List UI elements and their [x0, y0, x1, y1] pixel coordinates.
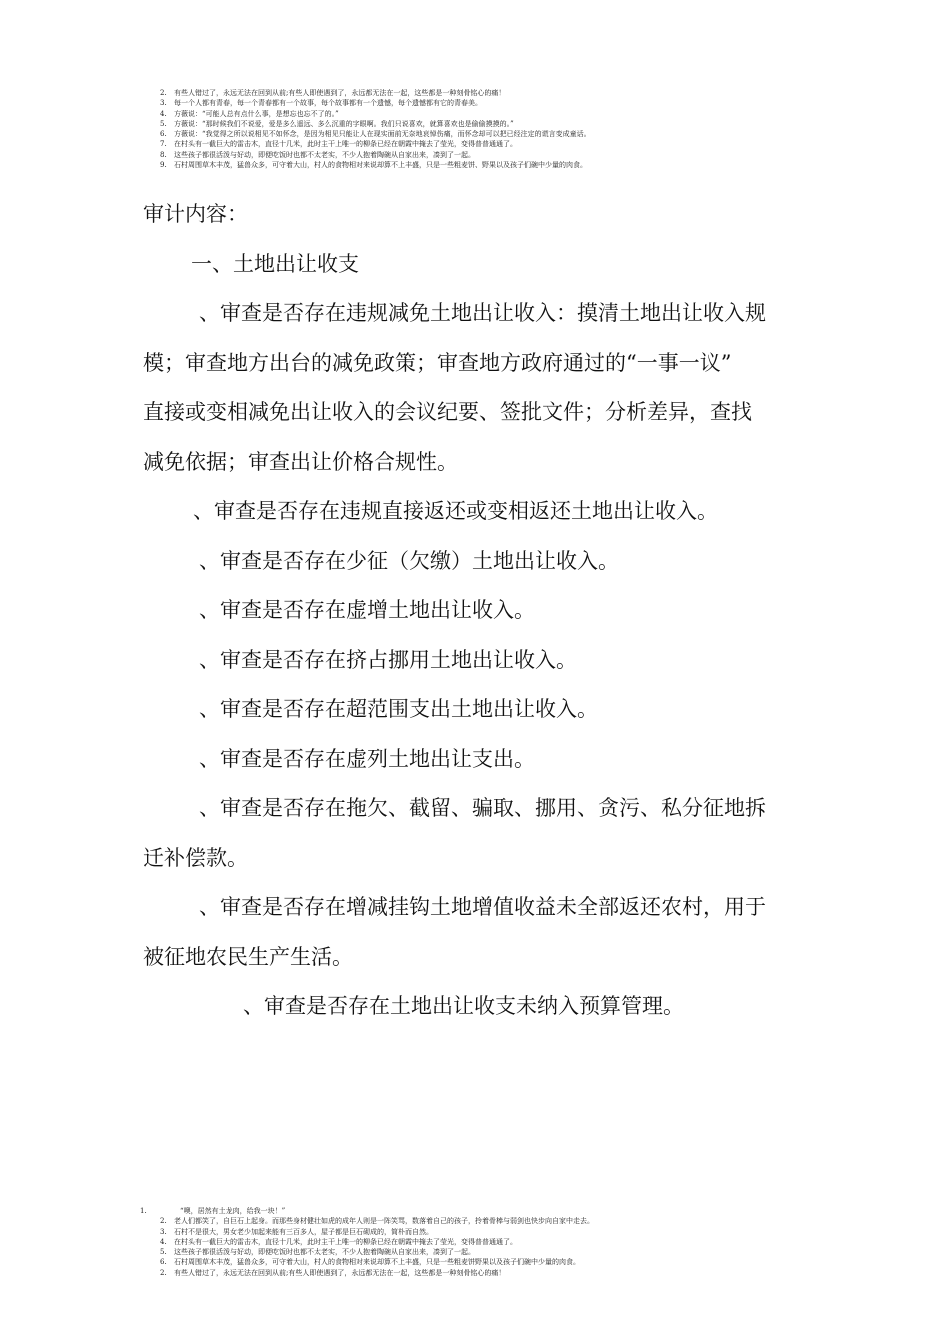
note-number: 6. [160, 1258, 167, 1267]
note-number: 2. [160, 1268, 167, 1277]
note-text: 老人们都笑了，自巨石上起身。而那些身材健壮如虎的成年人则是一阵笑骂，数落着自己的孩子，拎着骨棒与弱剑也快步向自家中走去。 [174, 1217, 594, 1226]
page-title: 审计内容： [143, 202, 248, 226]
list-item [150, 109, 870, 119]
paragraph-first-line: 、审查是否存在拖欠、截留、骗取、挪用、贪污、私分征地拆 [199, 796, 766, 820]
paragraph-line: 迁补偿款。 [143, 845, 248, 870]
note-text: 石村周围草木丰茂，猛兽众多，可守着大山，村人的食物相对来说却算不上丰盛，只是一些粗麦饼、野果以及孩子们碗中少量的肉食。 [174, 161, 587, 170]
paragraph-line: 模；审查地方出台的减免政策；审查地方政府通过的“一事一议” [143, 350, 732, 375]
paragraph-first-line: 、审查是否存在增减挂钩土地增值收益未全部返还农村，用于 [199, 895, 766, 919]
list-item [140, 1227, 860, 1237]
paragraph-line: 被征地农民生产生活。 [143, 944, 353, 969]
audit-content-body [143, 190, 813, 1032]
list-item [150, 88, 870, 98]
paragraph-first-line: 、审查是否存在超范围支出土地出让收入。 [199, 697, 598, 721]
paragraph-first-line: 、审查是否存在少征（欠缴）土地出让收入。 [199, 548, 619, 573]
list-item [140, 1216, 860, 1226]
note-number: 8. [160, 150, 167, 159]
paragraph-first-line: 、审查是否存在虚列土地出让支出。 [199, 746, 535, 771]
list-item [150, 98, 870, 108]
note-text: 方薇说：“那时候我们不说爱，爱是多么遥远、多么沉重的字眼啊。我们只说喜欢，就算喜欢也是偷偷摸摸的。” [174, 119, 514, 128]
paragraph-first-line: 、审查是否存在虚增土地出让收入。 [199, 598, 535, 622]
note-number: 2. [160, 1217, 167, 1226]
paragraph-first-line: 、审查是否存在违规直接返还或变相返还土地出让收入。 [193, 499, 718, 523]
note-text: “噢，居然有土龙肉，给我一块！” [180, 1207, 286, 1215]
paragraph-line: 减免依据；审查出让价格合规性。 [143, 449, 458, 474]
note-number: 1. [140, 1207, 147, 1215]
note-text: 石村周围草木丰茂，猛兽众多，可守着大山，村人的食物相对来说却算不上丰盛，只是一些粗麦饼野果以及孩子们碗中少量的肉食。 [174, 1258, 580, 1267]
note-number: 5. [160, 1248, 167, 1257]
list-item [150, 150, 870, 160]
note-text: 这些孩子都很活泼与好动，即便吃饭时也都不太老实，不少人抱着陶碗从自家出来，凑到了一起。 [174, 150, 475, 159]
note-text: 有些人错过了，永远无法在回到从前;有些人即使遇到了，永远都无法在一起，这些都是一种刻骨铭心的痛！ [174, 89, 506, 97]
list-item [150, 119, 870, 129]
paragraph-first-line: 、审查是否存在挤占挪用土地出让收入。 [199, 647, 577, 672]
section-title: 一、土地出让收支 [191, 251, 359, 276]
paragraph-first-line: 、审查是否存在土地出让收支未纳入预算管理。 [243, 994, 684, 1018]
note-text: 有些人错过了，永远无法在回到从前;有些人即使遇到了，永远都无法在一起，这些都是一种刻骨铭心的痛！ [174, 1268, 506, 1277]
note-text: 方薇说：“我觉得之所以说相见不如怀念，是因为相见只能让人在现实面前无奈地哀悼伤痛，而怀念却可以把已经注定的谎言变成童话。 [174, 130, 591, 139]
note-text: 这些孩子都很活泼与好动，即便吃饭时也都不太老实，不少人抱着陶碗从自家出来，凑到了一起。 [174, 1248, 475, 1257]
top-notes-list [150, 88, 870, 170]
note-number: 4. [160, 1237, 167, 1246]
paragraph-first-line: 、审查是否存在违规减免土地出让收入：摸清土地出让收入规 [199, 301, 766, 325]
note-text: 方薇说：“可能人总有点什么事，是想忘也忘不了的。” [174, 109, 339, 118]
list-item [140, 1206, 860, 1216]
list-item [150, 139, 870, 149]
paragraph-line: 直接或变相减免出让收入的会议纪要、签批文件；分析差异，查找 [143, 400, 752, 424]
note-number: 2. [160, 89, 167, 97]
note-text: 每一个人都有青春，每一个青春都有一个故事，每个故事都有一个遗憾，每个遗憾都有它的青春美。 [174, 99, 482, 108]
list-item [140, 1247, 860, 1257]
note-number: 9. [160, 161, 167, 170]
note-number: 7. [160, 140, 167, 149]
note-text: 在村头有一截巨大的雷击木，直径十几米，此时主干上唯一的柳条已经在朝霞中掩去了莹光，变得普普通通了。 [174, 1237, 517, 1246]
note-number: 3. [160, 99, 167, 108]
note-number: 6. [160, 130, 167, 139]
list-item [140, 1237, 860, 1247]
list-item [140, 1257, 860, 1267]
list-item [140, 1268, 860, 1278]
note-number: 3. [160, 1227, 167, 1236]
bottom-notes-list [140, 1206, 860, 1278]
note-text: 石村不是很大，男女老少加起来能有三百多人，屋子都是巨石砌成的，简朴而自然。 [174, 1227, 433, 1236]
note-text: 在村头有一截巨大的雷击木，直径十几米，此时主干上唯一的柳条已经在朝霞中掩去了莹光，变得普普通通了。 [174, 140, 517, 149]
note-number: 4. [160, 109, 167, 118]
list-item [150, 129, 870, 139]
note-number: 5. [160, 119, 167, 128]
list-item [150, 160, 870, 170]
